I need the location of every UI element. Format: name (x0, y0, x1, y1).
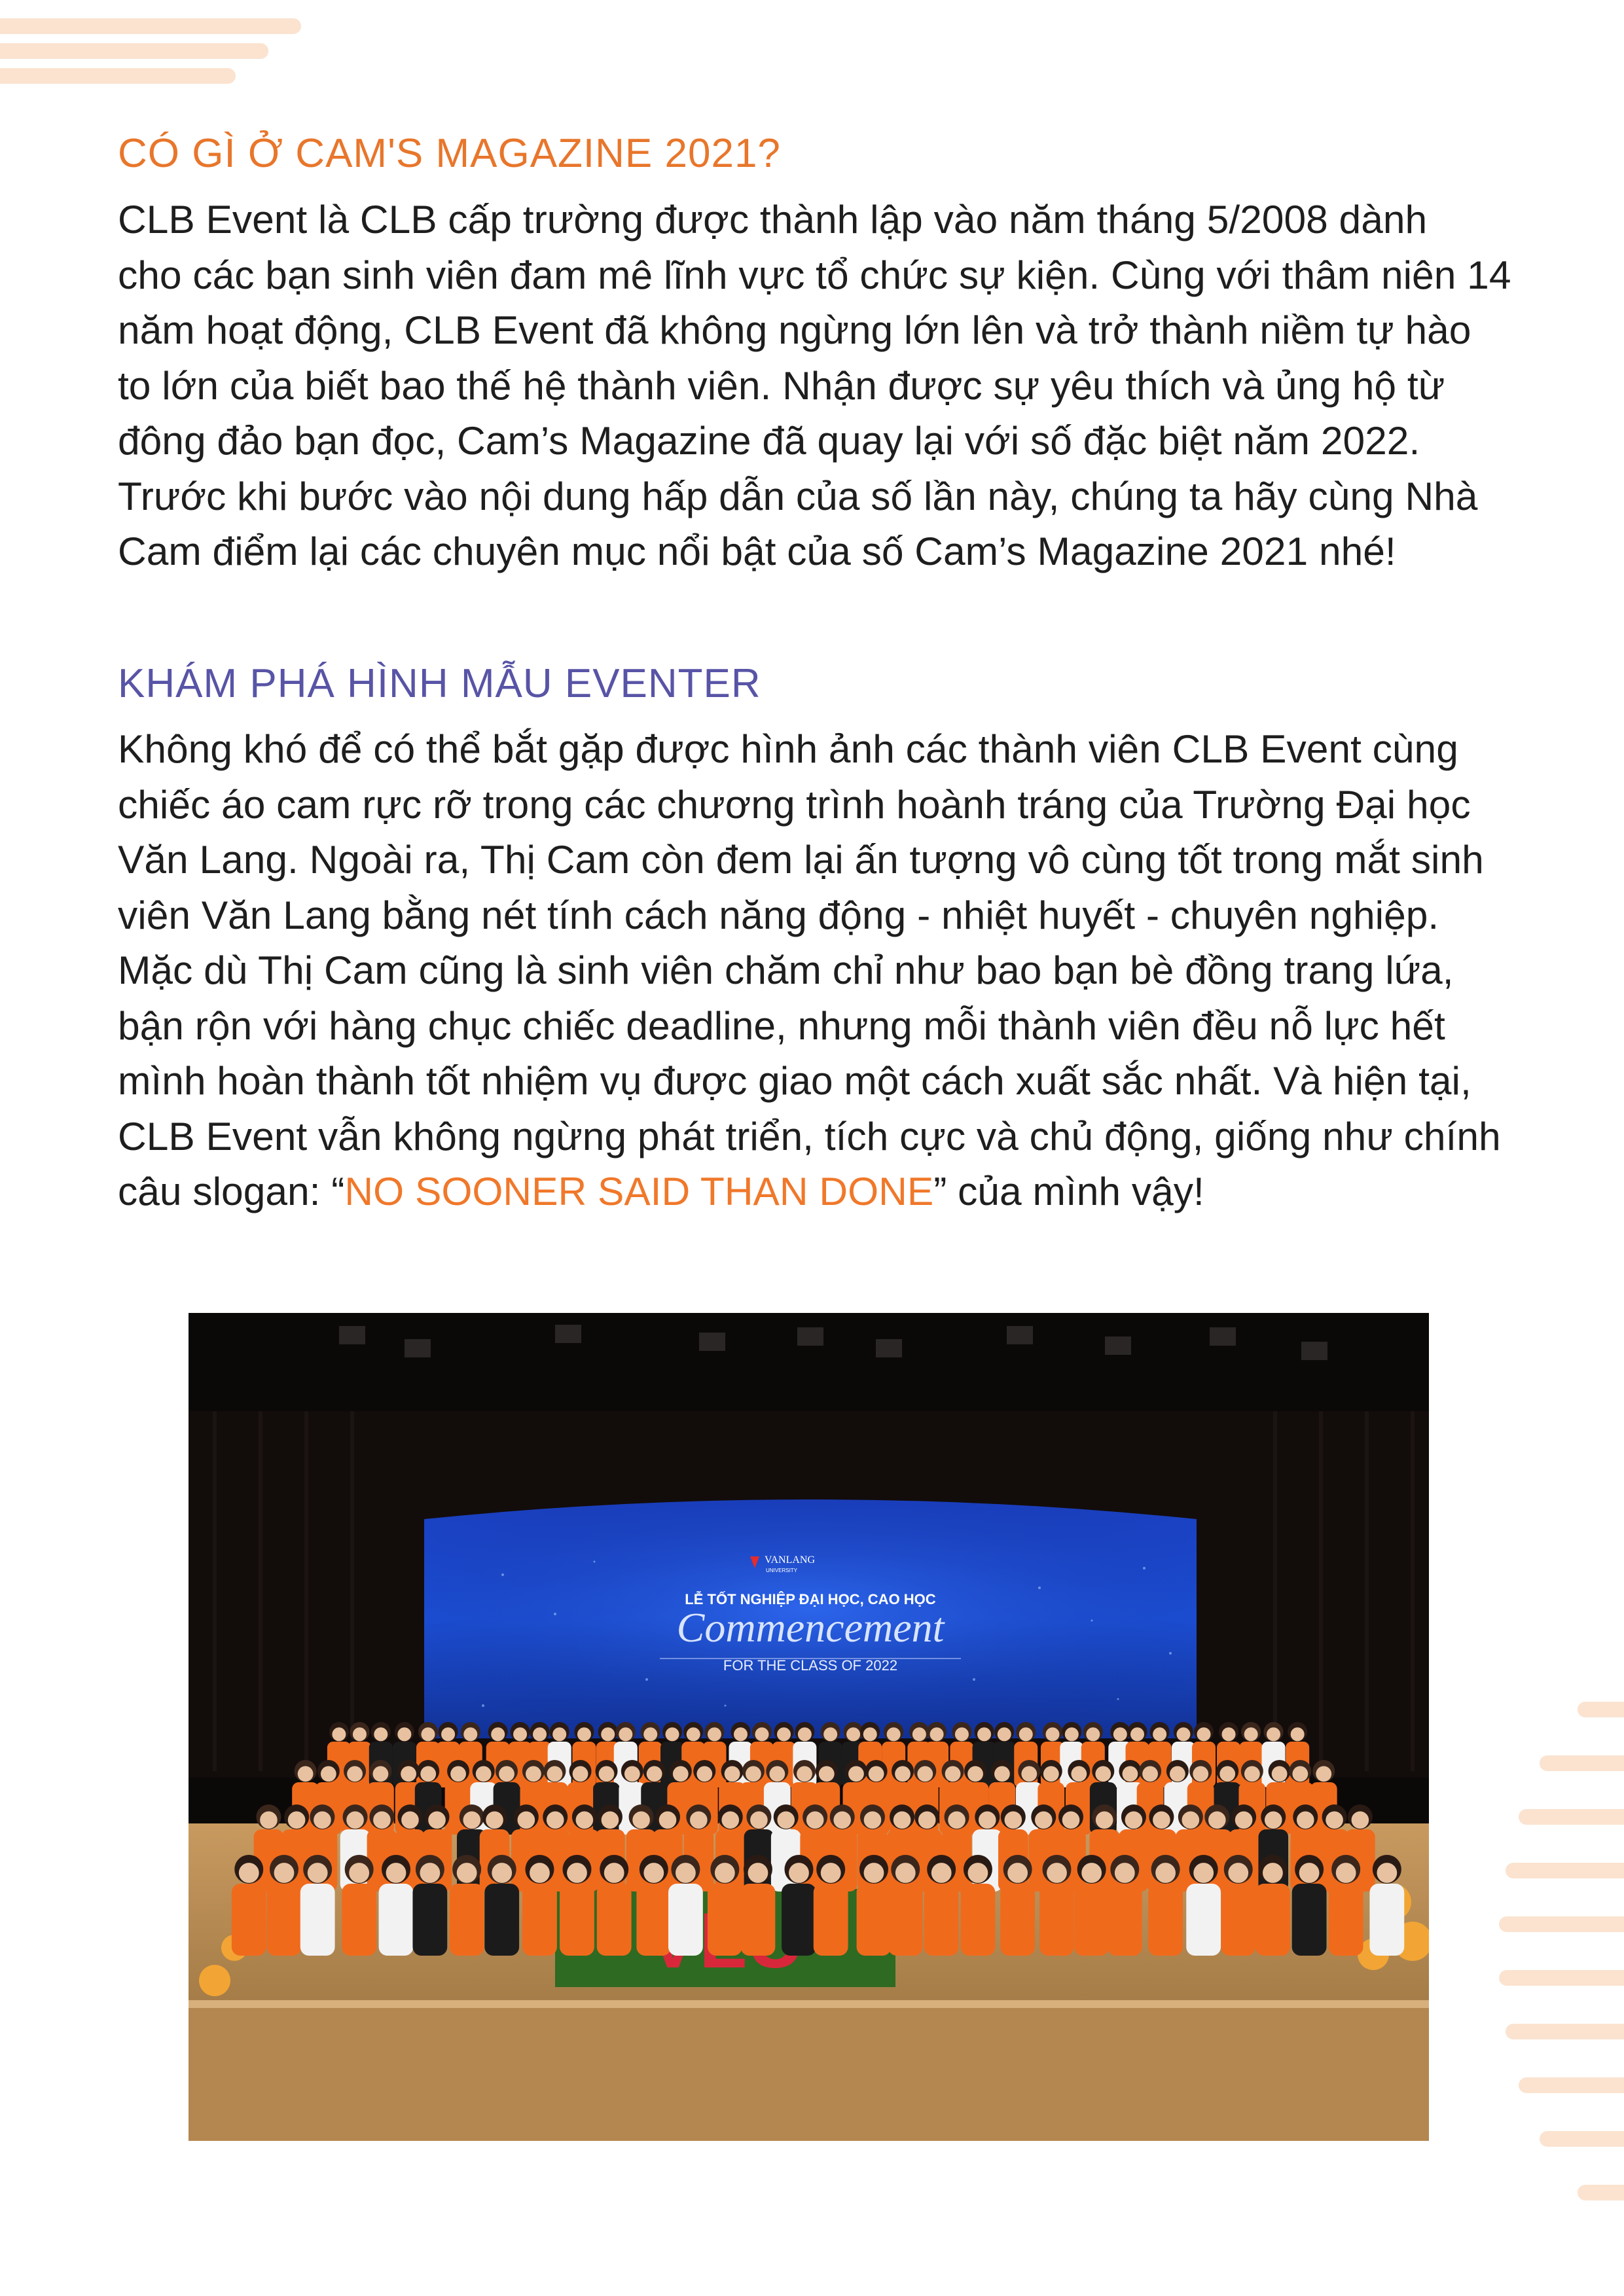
person-face (887, 1727, 901, 1741)
person-face (1244, 1766, 1260, 1782)
person-body (560, 1884, 594, 1956)
person-body (857, 1884, 892, 1956)
person-face (1297, 1811, 1314, 1829)
person-face (1272, 1766, 1288, 1782)
paragraph-line: Không khó để có thể bắt gặp được hình ảnh các thành viên CLB Event cùng (118, 726, 1458, 771)
person-face (848, 1766, 864, 1782)
person-face (643, 1863, 664, 1883)
person-face (602, 1811, 619, 1829)
person-face (977, 1727, 991, 1741)
paragraph-line: năm hoạt động, CLB Event đã không ngừng lớn lên và trở thành niềm tự hào (118, 308, 1471, 352)
person-face (1326, 1811, 1343, 1829)
person-face (526, 1766, 541, 1782)
person-face (864, 1863, 884, 1883)
person-face (930, 1727, 944, 1741)
person-face (917, 1766, 933, 1782)
person-face (666, 1727, 679, 1741)
person-face (349, 1863, 369, 1883)
photo-banner-line1: LỄ TỐT NGHIỆP ĐẠI HỌC, CAO HỌC (685, 1591, 936, 1607)
person-face (967, 1766, 983, 1782)
person-face (347, 1766, 363, 1782)
person-face (624, 1766, 640, 1782)
person-body (267, 1884, 302, 1956)
person-face (513, 1727, 527, 1741)
person-face (1197, 1727, 1211, 1741)
person-face (798, 1727, 812, 1741)
person-face (1265, 1811, 1282, 1829)
person-face (696, 1766, 712, 1782)
person-face (823, 1727, 837, 1741)
person-body (814, 1884, 848, 1956)
person-body (1292, 1884, 1327, 1956)
paragraph-line: Mặc dù Thị Cam cũng là sinh viên chăm chỉ như bao bạn bè đồng trang lứa, (118, 948, 1454, 992)
person-face (979, 1811, 996, 1829)
person-face (518, 1811, 535, 1829)
person-body (888, 1884, 923, 1956)
paragraph-line: CLB Event là CLB cấp trường được thành lập vào năm tháng 5/2008 dành (118, 197, 1428, 242)
person-face (777, 1727, 791, 1741)
person-face (288, 1811, 306, 1829)
person-face (420, 1766, 436, 1782)
person-face (601, 1727, 615, 1741)
person-body (1039, 1884, 1074, 1956)
section-paragraph-intro (118, 192, 1511, 579)
person-face (821, 1863, 841, 1883)
photo-brand-sub: UNIVERSITY (766, 1568, 798, 1573)
person-face (1019, 1727, 1033, 1741)
paragraph-line: Trước khi bước vào nội dung hấp dẫn của số lần này, chúng ta hãy cùng Nhà (118, 473, 1478, 518)
person-face (547, 1811, 564, 1829)
person-face (547, 1766, 563, 1782)
person-face (1047, 1863, 1067, 1883)
person-face (1377, 1863, 1397, 1883)
section-heading-cams-magazine-2021: CÓ GÌ Ở CAM'S MAGAZINE 2021? (118, 131, 781, 176)
person-face (1316, 1766, 1331, 1782)
person-face (647, 1766, 662, 1782)
person-face (1193, 1766, 1208, 1782)
person-face (1043, 1766, 1059, 1782)
photo-banner-line2: FOR THE CLASS OF 2022 (723, 1657, 898, 1674)
person-body (782, 1884, 816, 1956)
person-face (274, 1863, 295, 1883)
person-face (1153, 1811, 1170, 1829)
person-body (450, 1884, 484, 1956)
person-face (789, 1863, 809, 1883)
person-face (401, 1766, 416, 1782)
person-face (1113, 1727, 1127, 1741)
person-face (1182, 1811, 1200, 1829)
person-face (863, 1727, 877, 1741)
person-face (895, 1766, 911, 1782)
person-face (420, 1863, 440, 1883)
person-face (1125, 1811, 1143, 1829)
person-face (690, 1811, 708, 1829)
person-face (499, 1766, 514, 1782)
person-body (636, 1884, 671, 1956)
slogan-text: NO SOONER SAID THAN DONE (344, 1169, 934, 1213)
person-face (1155, 1863, 1176, 1883)
person-face (632, 1811, 650, 1829)
person-face (428, 1811, 446, 1829)
paragraph-line: CLB Event vẫn không ngừng phát triển, tích cực và chủ động, giống như chính (118, 1113, 1501, 1158)
person-face (1130, 1727, 1144, 1741)
person-face (687, 1727, 700, 1741)
person-face (1170, 1766, 1185, 1782)
person-face (1065, 1727, 1079, 1741)
person-face (1035, 1811, 1053, 1829)
person-face (599, 1766, 615, 1782)
paragraph-line: to lớn của biết bao thế hệ thành viên. Nhận được sự yêu thích và ủng hộ từ (118, 363, 1445, 408)
person-body (1186, 1884, 1221, 1956)
person-face (1123, 1766, 1138, 1782)
person-face (715, 1863, 735, 1883)
person-face (530, 1863, 550, 1883)
person-face (968, 1863, 988, 1883)
person-face (1062, 1811, 1080, 1829)
person-face (1228, 1863, 1248, 1883)
person-face (676, 1863, 696, 1883)
person-face (1352, 1811, 1369, 1829)
person-face (401, 1811, 419, 1829)
person-face (846, 1727, 860, 1741)
person-face (833, 1811, 851, 1829)
person-face (945, 1766, 961, 1782)
person-face (1045, 1727, 1059, 1741)
person-face (533, 1727, 547, 1741)
person-face (806, 1811, 824, 1829)
person-face (450, 1766, 466, 1782)
person-face (486, 1811, 503, 1829)
photo-brand: VANLANG (765, 1554, 816, 1566)
person-face (869, 1766, 884, 1782)
paragraph-line: viên Văn Lang bằng nét tính cách năng động - nhiệt huyết - chuyên nghiệp. (118, 892, 1439, 937)
person-face (1086, 1727, 1100, 1741)
person-face (1005, 1811, 1022, 1829)
person-face (931, 1863, 952, 1883)
person-face (864, 1811, 882, 1829)
person-body (342, 1884, 376, 1956)
person-face (1153, 1727, 1166, 1741)
person-body (379, 1884, 414, 1956)
person-face (955, 1727, 969, 1741)
person-face (463, 1727, 477, 1741)
person-body (1255, 1884, 1290, 1956)
person-face (619, 1727, 632, 1741)
person-body (1329, 1884, 1363, 1956)
person-face (721, 1811, 739, 1829)
person-face (819, 1766, 835, 1782)
person-face (918, 1811, 936, 1829)
person-face (314, 1811, 331, 1829)
person-face (895, 1863, 916, 1883)
person-face (441, 1727, 455, 1741)
person-face (308, 1863, 328, 1883)
person-face (746, 1766, 761, 1782)
person-face (476, 1766, 492, 1782)
stage-photo-illustration (189, 1313, 1429, 2141)
paragraph-line: bận rộn với hàng chục chiếc deadline, nhưng mỗi thành viên đều nỗ lực hết (118, 1003, 1445, 1048)
person-face (1219, 1766, 1235, 1782)
person-face (346, 1811, 364, 1829)
person-face (643, 1727, 657, 1741)
person-face (777, 1811, 795, 1829)
paragraph-line-slogan (118, 1164, 1486, 1219)
person-body (924, 1884, 959, 1956)
person-face (577, 1727, 591, 1741)
person-face (948, 1811, 965, 1829)
person-face (567, 1863, 587, 1883)
person-face (1021, 1766, 1037, 1782)
person-face (659, 1811, 677, 1829)
person-face (1263, 1863, 1283, 1883)
person-face (1095, 1766, 1111, 1782)
person-face (492, 1863, 512, 1883)
person-face (374, 1727, 388, 1741)
photo-banner-script: Commencement (676, 1604, 945, 1651)
person-face (1291, 1727, 1305, 1741)
person-body (741, 1884, 776, 1956)
person-face (1292, 1766, 1308, 1782)
person-face (748, 1863, 768, 1883)
person-body (1108, 1884, 1142, 1956)
person-face (1235, 1811, 1253, 1829)
person-face (797, 1766, 812, 1782)
person-face (750, 1811, 768, 1829)
person-face (552, 1727, 566, 1741)
person-body (961, 1884, 996, 1956)
person-body (1221, 1884, 1255, 1956)
person-body (232, 1884, 266, 1956)
person-face (298, 1766, 314, 1782)
section-heading-kham-pha-hinh-mau-eventer: KHÁM PHÁ HÌNH MẪU EVENTER (118, 661, 761, 706)
person-face (1081, 1863, 1102, 1883)
person-face (260, 1811, 278, 1829)
person-body (522, 1884, 557, 1956)
person-face (576, 1811, 594, 1829)
person-body (484, 1884, 519, 1956)
person-face (1336, 1863, 1356, 1883)
person-face (372, 1766, 388, 1782)
person-face (734, 1727, 748, 1741)
person-body (668, 1884, 703, 1956)
person-face (1115, 1863, 1135, 1883)
slogan-prefix: câu slogan: “ (118, 1169, 345, 1213)
person-face (421, 1727, 435, 1741)
person-face (491, 1727, 505, 1741)
person-face (397, 1727, 411, 1741)
person-body (708, 1884, 742, 1956)
person-face (1222, 1727, 1236, 1741)
person-face (755, 1727, 768, 1741)
paragraph-line: Văn Lang. Ngoài ra, Thị Cam còn đem lại ấn tượng vô cùng tốt trong mắt sinh (118, 837, 1484, 882)
person-face (1208, 1811, 1226, 1829)
person-face (725, 1766, 740, 1782)
paragraph-line: mình hoàn thành tốt nhiệm vụ được giao một cách xuất sắc nhất. Và hiện tại, (118, 1058, 1471, 1103)
person-face (457, 1863, 477, 1883)
person-face (332, 1727, 346, 1741)
person-face (769, 1766, 785, 1782)
person-body (300, 1884, 335, 1956)
person-face (708, 1727, 721, 1741)
person-face (998, 1727, 1011, 1741)
section-paragraph-eventer (118, 721, 1501, 1219)
person-face (1071, 1766, 1087, 1782)
paragraph-line: đông đảo bạn đọc, Cam’s Magazine đã quay lại với số đặc biệt năm 2022. (118, 418, 1420, 463)
person-face (1193, 1863, 1214, 1883)
person-face (353, 1727, 367, 1741)
person-face (604, 1863, 624, 1883)
person-face (1176, 1727, 1190, 1741)
paragraph-line: cho các bạn sinh viên đam mê lĩnh vực tổ chức sự kiện. Cùng với thâm niên 14 (118, 252, 1511, 297)
person-face (386, 1863, 406, 1883)
person-face (1244, 1727, 1258, 1741)
person-face (1096, 1811, 1113, 1829)
group-photo-commencement (189, 1313, 1429, 2141)
person-face (1267, 1727, 1280, 1741)
person-face (893, 1811, 911, 1829)
person-face (994, 1766, 1010, 1782)
person-face (573, 1766, 588, 1782)
person-face (239, 1863, 259, 1883)
paragraph-line: Cam điểm lại các chuyên mục nổi bật của số Cam’s Magazine 2021 nhé! (118, 529, 1396, 573)
person-face (373, 1811, 391, 1829)
person-face (1142, 1766, 1158, 1782)
person-body (1074, 1884, 1109, 1956)
person-face (1007, 1863, 1028, 1883)
person-face (1299, 1863, 1320, 1883)
slogan-suffix: ” của mình vậy! (933, 1169, 1204, 1213)
person-body (1000, 1884, 1035, 1956)
person-body (1369, 1884, 1404, 1956)
person-body (597, 1884, 632, 1956)
paragraph-line: chiếc áo cam rực rỡ trong các chương trình hoành tráng của Trường Đại học (118, 781, 1471, 827)
person-face (463, 1811, 480, 1829)
person-body (1148, 1884, 1183, 1956)
person-body (412, 1884, 447, 1956)
person-face (321, 1766, 336, 1782)
person-face (912, 1727, 926, 1741)
person-face (673, 1766, 689, 1782)
